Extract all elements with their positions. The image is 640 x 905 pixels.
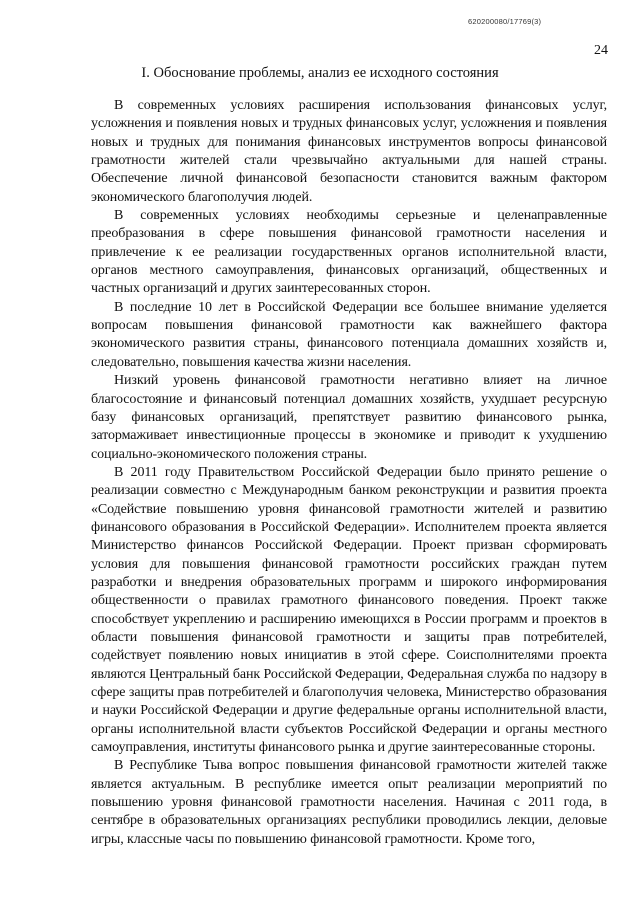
paragraph: В 2011 году Правительством Российской Федерации было принято решение о реализации совместно с Международным банком реконструкции и развития проекта «Содействие повышению уровня финансовой грамотности жителей и развитию финансового образования в Российской Федерации». Исполнителем проекта является Министерство финансов Российской Федерации. Проект призван сформировать условия для повышения финансовой грамотности российских граждан путем разработки и внедрения образовательных программ и широкого информирования общественности о правилах грамотного финансового поведения. Проект также способствует укреплению и расширению имеющихся в России программ и проектов в области повышения финансовой грамотности и защиты прав потребителей, содействует появлению новых инициатив в этой сфере. Соисполнителями проекта являются Центральный банк Российской Федерации, Федеральная служба по надзору в сфере защиты прав потребителей и благополучия человека, Министерство образования и науки Российской Федерации и другие федеральные органы исполнительной власти, органы исполнительной власти субъектов Российской Федерации и органы местного самоуправления, институты финансового рынка и другие заинтересованные стороны.	[91, 464, 607, 756]
paragraph: Низкий уровень финансовой грамотности негативно влияет на личное благосостояние и финансовый потенциал домашних хозяйств, ухудшает ресурсную базу финансовых организаций, препятствует развитию финансового рынка, затормаживает инвестиционные процессы в экономике и приводит к ухудшению социально-экономического положения страны.	[91, 373, 607, 462]
page-number: 24	[594, 43, 608, 58]
paragraph: В последние 10 лет в Российской Федерации все большее внимание уделяется вопросам повышения финансовой грамотности как важнейшего фактора экономического развития страны, финансового потенциала домашних хозяйств и, следовательно, повышения качества жизни населения.	[91, 299, 607, 370]
document-code: 620200080/17769(3)	[468, 17, 542, 26]
section-title: I. Обоснование проблемы, анализ ее исходного состояния	[141, 65, 499, 81]
document-body	[91, 97, 607, 849]
paragraph: В современных условиях расширения использования финансовых услуг, усложнения и появления новых и трудных финансовых услуг, усложнения и появления новых и трудных для понимания финансовых инструментов вопросы финансовой грамотности жителей стали чрезвычайно актуальными для нашей страны. Обеспечение личной финансовой безопасности становится важным фактором экономического благополучия людей.	[91, 98, 607, 205]
paragraph: В современных условиях необходимы серьезные и целенаправленные преобразования в сфере повышения финансовой грамотности населения и привлечение к ее реализации государственных органов исполнительной власти, органов местного самоуправления, финансовых организаций, общественных и частных организаций и других заинтересованных сторон.	[91, 208, 607, 297]
paragraph: В Республике Тыва вопрос повышения финансовой грамотности жителей также является актуальным. В республике имеется опыт реализации мероприятий по повышению уровня финансовой грамотности населения. Начиная с 2011 года, в сентябре в образовательных организациях республики проводились лекции, деловые игры, классные часы по повышению финансовой грамотности. Кроме того,	[91, 758, 607, 847]
